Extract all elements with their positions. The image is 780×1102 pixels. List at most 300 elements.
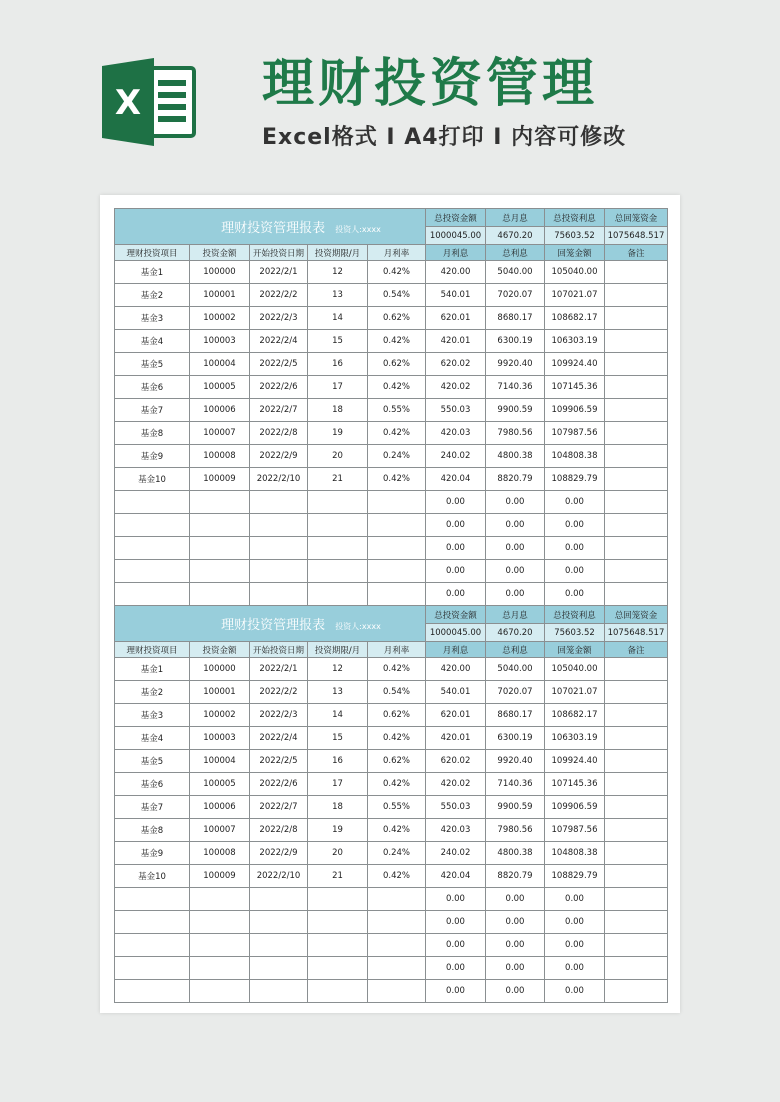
column-header-cell[interactable]: 月利率 <box>368 642 426 658</box>
table-cell[interactable]: 100007 <box>190 422 250 445</box>
table-cell[interactable] <box>190 957 250 980</box>
table-cell[interactable]: 240.02 <box>426 842 486 865</box>
table-cell[interactable]: 0.42% <box>368 819 426 842</box>
table-cell[interactable]: 0.00 <box>426 514 486 537</box>
table-cell[interactable]: 100001 <box>190 681 250 704</box>
table-cell[interactable]: 基金9 <box>115 842 190 865</box>
summary-value-cell[interactable]: 1000045.00 <box>426 624 486 642</box>
table-cell[interactable] <box>605 865 668 888</box>
table-cell[interactable]: 106303.19 <box>545 330 605 353</box>
table-cell[interactable] <box>250 491 308 514</box>
report-title-cell[interactable] <box>115 606 426 642</box>
table-cell[interactable]: 100008 <box>190 842 250 865</box>
table-cell[interactable]: 100004 <box>190 353 250 376</box>
table-cell[interactable]: 7140.36 <box>486 376 545 399</box>
table-cell[interactable]: 0.00 <box>426 583 486 606</box>
table-cell[interactable] <box>368 980 426 1003</box>
column-header-cell[interactable]: 总利息 <box>486 245 545 261</box>
table-cell[interactable]: 2022/2/10 <box>250 468 308 491</box>
table-cell[interactable] <box>605 307 668 330</box>
table-cell[interactable]: 107021.07 <box>545 284 605 307</box>
table-cell[interactable] <box>190 560 250 583</box>
table-cell[interactable] <box>605 980 668 1003</box>
table-cell[interactable] <box>368 583 426 606</box>
table-cell[interactable] <box>308 514 368 537</box>
table-cell[interactable]: 21 <box>308 865 368 888</box>
table-cell[interactable]: 基金3 <box>115 307 190 330</box>
table-cell[interactable]: 8820.79 <box>486 865 545 888</box>
table-cell[interactable]: 0.54% <box>368 284 426 307</box>
table-cell[interactable]: 9920.40 <box>486 353 545 376</box>
table-cell[interactable]: 13 <box>308 681 368 704</box>
table-cell[interactable]: 107021.07 <box>545 681 605 704</box>
table-cell[interactable]: 2022/2/3 <box>250 307 308 330</box>
table-cell[interactable]: 2022/2/8 <box>250 819 308 842</box>
table-cell[interactable]: 5040.00 <box>486 261 545 284</box>
table-cell[interactable]: 5040.00 <box>486 658 545 681</box>
table-cell[interactable]: 107145.36 <box>545 376 605 399</box>
table-cell[interactable] <box>115 560 190 583</box>
table-cell[interactable]: 2022/2/7 <box>250 796 308 819</box>
summary-value-cell[interactable]: 75603.52 <box>545 624 605 642</box>
column-header-cell[interactable]: 月利率 <box>368 245 426 261</box>
table-cell[interactable] <box>605 911 668 934</box>
table-cell[interactable] <box>368 514 426 537</box>
table-cell[interactable] <box>605 704 668 727</box>
table-cell[interactable]: 2022/2/10 <box>250 865 308 888</box>
table-cell[interactable]: 550.03 <box>426 399 486 422</box>
table-cell[interactable]: 0.00 <box>426 560 486 583</box>
table-cell[interactable] <box>605 796 668 819</box>
summary-value-cell[interactable]: 4670.20 <box>486 624 545 642</box>
table-cell[interactable]: 16 <box>308 353 368 376</box>
table-cell[interactable]: 0.00 <box>545 537 605 560</box>
table-cell[interactable]: 108829.79 <box>545 468 605 491</box>
table-cell[interactable]: 100009 <box>190 468 250 491</box>
table-cell[interactable]: 4800.38 <box>486 445 545 468</box>
table-cell[interactable] <box>605 376 668 399</box>
table-cell[interactable]: 0.55% <box>368 399 426 422</box>
table-cell[interactable]: 108682.17 <box>545 704 605 727</box>
table-cell[interactable] <box>190 491 250 514</box>
table-cell[interactable]: 18 <box>308 399 368 422</box>
table-cell[interactable]: 0.62% <box>368 750 426 773</box>
table-cell[interactable]: 0.00 <box>486 888 545 911</box>
table-cell[interactable] <box>115 491 190 514</box>
table-cell[interactable] <box>190 537 250 560</box>
table-cell[interactable] <box>190 980 250 1003</box>
table-cell[interactable]: 107987.56 <box>545 422 605 445</box>
summary-value-cell[interactable]: 1075648.517 <box>605 624 668 642</box>
table-cell[interactable]: 0.00 <box>486 957 545 980</box>
table-cell[interactable] <box>250 911 308 934</box>
table-cell[interactable]: 基金10 <box>115 865 190 888</box>
column-header-cell[interactable]: 理财投资项目 <box>115 642 190 658</box>
table-cell[interactable]: 0.00 <box>486 560 545 583</box>
table-cell[interactable]: 基金8 <box>115 422 190 445</box>
table-cell[interactable]: 0.00 <box>486 514 545 537</box>
table-cell[interactable]: 7020.07 <box>486 284 545 307</box>
table-cell[interactable] <box>308 980 368 1003</box>
column-header-cell[interactable]: 开始投资日期 <box>250 245 308 261</box>
table-cell[interactable]: 0.24% <box>368 842 426 865</box>
table-cell[interactable]: 2022/2/2 <box>250 681 308 704</box>
report-title-cell[interactable] <box>115 209 426 245</box>
table-cell[interactable] <box>605 658 668 681</box>
table-cell[interactable] <box>308 583 368 606</box>
summary-header-cell[interactable]: 总投资金额 <box>426 209 486 227</box>
table-cell[interactable]: 0.42% <box>368 658 426 681</box>
table-cell[interactable] <box>605 934 668 957</box>
table-cell[interactable]: 21 <box>308 468 368 491</box>
table-cell[interactable]: 2022/2/6 <box>250 376 308 399</box>
table-cell[interactable]: 420.04 <box>426 865 486 888</box>
table-cell[interactable]: 19 <box>308 422 368 445</box>
table-cell[interactable]: 7020.07 <box>486 681 545 704</box>
table-cell[interactable]: 620.01 <box>426 307 486 330</box>
table-cell[interactable]: 100009 <box>190 865 250 888</box>
table-cell[interactable] <box>605 330 668 353</box>
table-cell[interactable]: 420.02 <box>426 773 486 796</box>
table-cell[interactable] <box>115 911 190 934</box>
table-cell[interactable]: 104808.38 <box>545 445 605 468</box>
table-cell[interactable]: 100000 <box>190 261 250 284</box>
table-cell[interactable] <box>605 819 668 842</box>
table-cell[interactable]: 100000 <box>190 658 250 681</box>
table-cell[interactable] <box>308 934 368 957</box>
table-cell[interactable]: 100005 <box>190 773 250 796</box>
table-cell[interactable]: 100001 <box>190 284 250 307</box>
table-cell[interactable]: 0.00 <box>426 537 486 560</box>
table-cell[interactable]: 基金1 <box>115 261 190 284</box>
column-header-cell[interactable]: 投资金额 <box>190 245 250 261</box>
table-cell[interactable]: 0.00 <box>426 911 486 934</box>
table-cell[interactable] <box>250 514 308 537</box>
table-cell[interactable]: 420.03 <box>426 819 486 842</box>
table-cell[interactable]: 0.00 <box>486 911 545 934</box>
table-cell[interactable]: 0.00 <box>486 980 545 1003</box>
table-cell[interactable] <box>605 888 668 911</box>
table-cell[interactable]: 106303.19 <box>545 727 605 750</box>
table-cell[interactable]: 620.02 <box>426 750 486 773</box>
table-cell[interactable]: 15 <box>308 727 368 750</box>
table-cell[interactable]: 100003 <box>190 330 250 353</box>
table-cell[interactable]: 基金2 <box>115 681 190 704</box>
table-cell[interactable]: 基金5 <box>115 750 190 773</box>
table-cell[interactable]: 8680.17 <box>486 307 545 330</box>
table-cell[interactable]: 2022/2/4 <box>250 330 308 353</box>
table-cell[interactable]: 0.00 <box>545 888 605 911</box>
summary-value-cell[interactable]: 4670.20 <box>486 227 545 245</box>
table-cell[interactable]: 0.00 <box>426 491 486 514</box>
table-cell[interactable]: 6300.19 <box>486 330 545 353</box>
table-cell[interactable]: 2022/2/9 <box>250 445 308 468</box>
table-cell[interactable] <box>605 261 668 284</box>
table-cell[interactable]: 0.00 <box>426 980 486 1003</box>
table-cell[interactable]: 107145.36 <box>545 773 605 796</box>
table-cell[interactable] <box>250 957 308 980</box>
table-cell[interactable]: 540.01 <box>426 284 486 307</box>
table-cell[interactable]: 7980.56 <box>486 819 545 842</box>
table-cell[interactable] <box>115 957 190 980</box>
table-cell[interactable]: 0.00 <box>545 911 605 934</box>
table-cell[interactable]: 15 <box>308 330 368 353</box>
table-cell[interactable]: 620.02 <box>426 353 486 376</box>
table-cell[interactable]: 420.02 <box>426 376 486 399</box>
table-cell[interactable] <box>605 583 668 606</box>
table-cell[interactable] <box>308 537 368 560</box>
column-header-cell[interactable]: 总利息 <box>486 642 545 658</box>
table-cell[interactable] <box>115 934 190 957</box>
column-header-cell[interactable]: 理财投资项目 <box>115 245 190 261</box>
table-cell[interactable]: 基金9 <box>115 445 190 468</box>
table-cell[interactable]: 19 <box>308 819 368 842</box>
column-header-cell[interactable]: 投资金额 <box>190 642 250 658</box>
table-cell[interactable]: 0.62% <box>368 353 426 376</box>
table-cell[interactable] <box>250 980 308 1003</box>
table-cell[interactable]: 550.03 <box>426 796 486 819</box>
table-cell[interactable] <box>115 980 190 1003</box>
table-cell[interactable] <box>605 560 668 583</box>
table-cell[interactable] <box>605 468 668 491</box>
table-cell[interactable]: 0.00 <box>486 491 545 514</box>
table-cell[interactable]: 基金7 <box>115 796 190 819</box>
table-cell[interactable]: 2022/2/5 <box>250 353 308 376</box>
table-cell[interactable] <box>605 514 668 537</box>
table-cell[interactable] <box>605 399 668 422</box>
table-cell[interactable] <box>605 727 668 750</box>
table-cell[interactable]: 20 <box>308 842 368 865</box>
table-cell[interactable] <box>605 353 668 376</box>
table-cell[interactable]: 6300.19 <box>486 727 545 750</box>
table-cell[interactable]: 9900.59 <box>486 796 545 819</box>
table-cell[interactable]: 0.00 <box>545 934 605 957</box>
table-cell[interactable] <box>250 537 308 560</box>
table-cell[interactable]: 0.42% <box>368 422 426 445</box>
table-cell[interactable] <box>368 491 426 514</box>
table-cell[interactable] <box>605 422 668 445</box>
column-header-cell[interactable]: 备注 <box>605 642 668 658</box>
table-cell[interactable]: 0.54% <box>368 681 426 704</box>
table-cell[interactable] <box>115 537 190 560</box>
table-cell[interactable]: 540.01 <box>426 681 486 704</box>
table-cell[interactable]: 420.04 <box>426 468 486 491</box>
column-header-cell[interactable]: 月利息 <box>426 245 486 261</box>
table-cell[interactable]: 16 <box>308 750 368 773</box>
column-header-cell[interactable]: 月利息 <box>426 642 486 658</box>
table-cell[interactable]: 2022/2/5 <box>250 750 308 773</box>
table-cell[interactable] <box>190 514 250 537</box>
table-cell[interactable]: 100005 <box>190 376 250 399</box>
summary-header-cell[interactable]: 总月息 <box>486 606 545 624</box>
table-cell[interactable]: 2022/2/6 <box>250 773 308 796</box>
table-cell[interactable]: 基金2 <box>115 284 190 307</box>
table-cell[interactable]: 0.00 <box>545 491 605 514</box>
table-cell[interactable]: 基金4 <box>115 330 190 353</box>
summary-value-cell[interactable]: 1000045.00 <box>426 227 486 245</box>
table-cell[interactable]: 8680.17 <box>486 704 545 727</box>
table-cell[interactable] <box>605 491 668 514</box>
table-cell[interactable] <box>368 957 426 980</box>
table-cell[interactable]: 100006 <box>190 399 250 422</box>
column-header-cell[interactable]: 回笼金额 <box>545 642 605 658</box>
table-cell[interactable]: 13 <box>308 284 368 307</box>
table-cell[interactable]: 0.42% <box>368 727 426 750</box>
column-header-cell[interactable]: 投资期限/月 <box>308 245 368 261</box>
table-cell[interactable] <box>605 445 668 468</box>
summary-header-cell[interactable]: 总回笼资金 <box>605 606 668 624</box>
table-cell[interactable]: 100006 <box>190 796 250 819</box>
table-cell[interactable] <box>308 888 368 911</box>
table-cell[interactable] <box>115 888 190 911</box>
table-cell[interactable] <box>308 957 368 980</box>
table-cell[interactable]: 14 <box>308 307 368 330</box>
table-cell[interactable]: 0.42% <box>368 865 426 888</box>
table-cell[interactable]: 基金1 <box>115 658 190 681</box>
table-cell[interactable]: 0.00 <box>545 980 605 1003</box>
table-cell[interactable]: 0.00 <box>545 560 605 583</box>
table-cell[interactable]: 100007 <box>190 819 250 842</box>
table-cell[interactable] <box>250 888 308 911</box>
table-cell[interactable]: 109906.59 <box>545 796 605 819</box>
table-cell[interactable]: 2022/2/3 <box>250 704 308 727</box>
summary-header-cell[interactable]: 总投资利息 <box>545 209 605 227</box>
table-cell[interactable]: 基金3 <box>115 704 190 727</box>
table-cell[interactable]: 17 <box>308 376 368 399</box>
table-cell[interactable]: 17 <box>308 773 368 796</box>
table-cell[interactable] <box>368 888 426 911</box>
column-header-cell[interactable]: 备注 <box>605 245 668 261</box>
table-cell[interactable]: 8820.79 <box>486 468 545 491</box>
table-cell[interactable] <box>368 911 426 934</box>
table-cell[interactable] <box>605 284 668 307</box>
table-cell[interactable]: 基金10 <box>115 468 190 491</box>
table-cell[interactable]: 100002 <box>190 704 250 727</box>
table-cell[interactable]: 108829.79 <box>545 865 605 888</box>
column-header-cell[interactable]: 投资期限/月 <box>308 642 368 658</box>
table-cell[interactable]: 0.42% <box>368 468 426 491</box>
summary-value-cell[interactable]: 75603.52 <box>545 227 605 245</box>
table-cell[interactable] <box>308 560 368 583</box>
summary-header-cell[interactable]: 总投资利息 <box>545 606 605 624</box>
summary-header-cell[interactable]: 总回笼资金 <box>605 209 668 227</box>
table-cell[interactable] <box>115 514 190 537</box>
table-cell[interactable]: 100004 <box>190 750 250 773</box>
table-cell[interactable]: 2022/2/4 <box>250 727 308 750</box>
table-cell[interactable]: 420.01 <box>426 727 486 750</box>
table-cell[interactable] <box>250 583 308 606</box>
summary-value-cell[interactable]: 1075648.517 <box>605 227 668 245</box>
table-cell[interactable]: 7980.56 <box>486 422 545 445</box>
table-cell[interactable]: 0.00 <box>426 888 486 911</box>
table-cell[interactable]: 104808.38 <box>545 842 605 865</box>
table-cell[interactable] <box>605 537 668 560</box>
table-cell[interactable]: 107987.56 <box>545 819 605 842</box>
table-cell[interactable] <box>190 911 250 934</box>
table-cell[interactable]: 0.62% <box>368 307 426 330</box>
table-cell[interactable]: 109906.59 <box>545 399 605 422</box>
table-cell[interactable]: 109924.40 <box>545 750 605 773</box>
table-cell[interactable]: 4800.38 <box>486 842 545 865</box>
table-cell[interactable] <box>368 934 426 957</box>
table-cell[interactable]: 基金7 <box>115 399 190 422</box>
table-cell[interactable]: 2022/2/2 <box>250 284 308 307</box>
table-cell[interactable]: 100008 <box>190 445 250 468</box>
table-cell[interactable] <box>605 842 668 865</box>
table-cell[interactable]: 0.00 <box>486 934 545 957</box>
summary-header-cell[interactable]: 总月息 <box>486 209 545 227</box>
table-cell[interactable]: 109924.40 <box>545 353 605 376</box>
table-cell[interactable] <box>115 583 190 606</box>
table-cell[interactable]: 240.02 <box>426 445 486 468</box>
table-cell[interactable]: 0.00 <box>426 957 486 980</box>
table-cell[interactable]: 基金4 <box>115 727 190 750</box>
table-cell[interactable]: 420.01 <box>426 330 486 353</box>
table-cell[interactable]: 105040.00 <box>545 658 605 681</box>
table-cell[interactable] <box>368 560 426 583</box>
table-cell[interactable]: 420.00 <box>426 261 486 284</box>
table-cell[interactable]: 9900.59 <box>486 399 545 422</box>
table-cell[interactable] <box>605 773 668 796</box>
table-cell[interactable] <box>190 583 250 606</box>
table-cell[interactable] <box>605 681 668 704</box>
table-cell[interactable]: 0.00 <box>426 934 486 957</box>
table-cell[interactable]: 105040.00 <box>545 261 605 284</box>
table-cell[interactable] <box>250 934 308 957</box>
table-cell[interactable]: 7140.36 <box>486 773 545 796</box>
column-header-cell[interactable]: 开始投资日期 <box>250 642 308 658</box>
table-cell[interactable]: 0.42% <box>368 330 426 353</box>
table-cell[interactable]: 420.00 <box>426 658 486 681</box>
table-cell[interactable]: 0.42% <box>368 773 426 796</box>
table-cell[interactable]: 2022/2/1 <box>250 261 308 284</box>
table-cell[interactable]: 0.42% <box>368 376 426 399</box>
summary-header-cell[interactable]: 总投资金额 <box>426 606 486 624</box>
column-header-cell[interactable]: 回笼金额 <box>545 245 605 261</box>
table-cell[interactable]: 2022/2/7 <box>250 399 308 422</box>
table-cell[interactable]: 0.42% <box>368 261 426 284</box>
table-cell[interactable]: 108682.17 <box>545 307 605 330</box>
table-cell[interactable] <box>605 957 668 980</box>
table-cell[interactable] <box>368 537 426 560</box>
table-cell[interactable]: 0.55% <box>368 796 426 819</box>
table-cell[interactable]: 12 <box>308 658 368 681</box>
table-cell[interactable] <box>605 750 668 773</box>
table-cell[interactable] <box>308 491 368 514</box>
table-cell[interactable]: 14 <box>308 704 368 727</box>
table-cell[interactable]: 2022/2/8 <box>250 422 308 445</box>
table-cell[interactable]: 100003 <box>190 727 250 750</box>
table-cell[interactable]: 2022/2/9 <box>250 842 308 865</box>
table-cell[interactable]: 18 <box>308 796 368 819</box>
table-cell[interactable]: 基金6 <box>115 773 190 796</box>
table-cell[interactable] <box>190 888 250 911</box>
table-cell[interactable]: 0.00 <box>545 514 605 537</box>
table-cell[interactable] <box>190 934 250 957</box>
table-cell[interactable]: 0.00 <box>545 583 605 606</box>
table-cell[interactable]: 基金8 <box>115 819 190 842</box>
table-cell[interactable]: 620.01 <box>426 704 486 727</box>
table-cell[interactable]: 0.62% <box>368 704 426 727</box>
table-cell[interactable]: 0.00 <box>545 957 605 980</box>
table-cell[interactable] <box>308 911 368 934</box>
table-cell[interactable]: 20 <box>308 445 368 468</box>
table-cell[interactable]: 0.24% <box>368 445 426 468</box>
table-cell[interactable]: 12 <box>308 261 368 284</box>
table-cell[interactable]: 9920.40 <box>486 750 545 773</box>
table-cell[interactable]: 100002 <box>190 307 250 330</box>
table-cell[interactable]: 2022/2/1 <box>250 658 308 681</box>
